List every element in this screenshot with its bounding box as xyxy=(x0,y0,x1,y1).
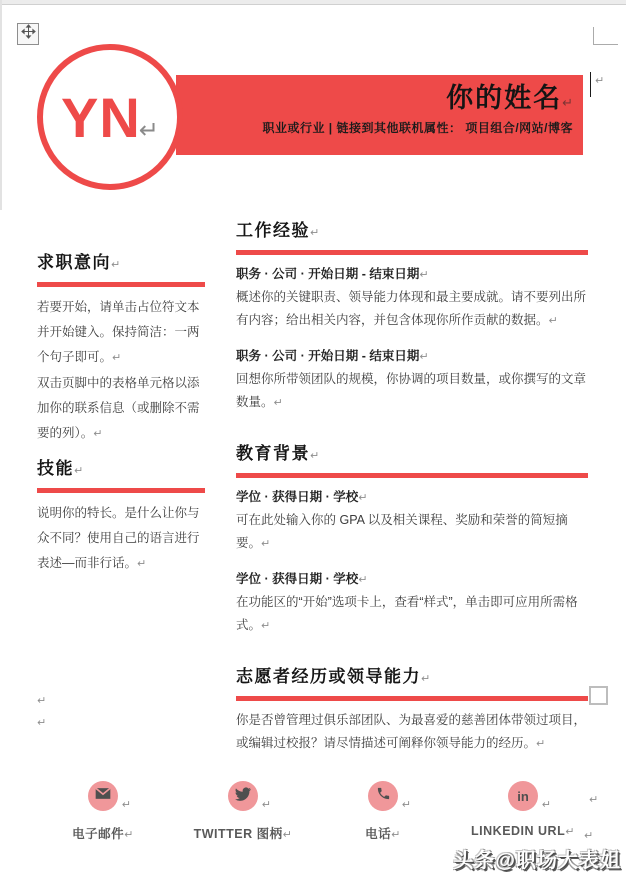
section-heading[interactable] xyxy=(236,218,588,246)
entry-heading[interactable] xyxy=(236,263,588,286)
entry-heading-text: 职务 · 公司 · 开始日期 - 结束日期 xyxy=(236,349,420,363)
paragraph-text: 概述你的关键职责、领导能力体现和最主要成就。请不要列出所有内容；给出相关内容，并包含体现你所作贡献的数据。 xyxy=(236,290,587,327)
placeholder-paragraph[interactable] xyxy=(37,501,205,577)
paragraph-mark-icon: ↵ xyxy=(536,738,546,750)
paragraph-mark-icon: ↵ xyxy=(138,116,159,144)
paragraph-mark-icon: ↵ xyxy=(74,465,85,477)
paragraph-mark-icon: ↵ xyxy=(112,352,122,364)
paragraph-mark-icon: ↵ xyxy=(93,428,103,440)
section-heading-text: 求职意向 xyxy=(37,253,111,272)
contact-phone xyxy=(313,781,453,842)
contact-label-text: TWITTER 图柄 xyxy=(193,827,283,841)
contact-email xyxy=(33,781,173,842)
contact-label[interactable] xyxy=(471,824,575,838)
paragraph-mark-icon: ↵ xyxy=(37,695,47,707)
paragraph-mark-icon: ↵ xyxy=(548,315,558,327)
section-divider xyxy=(236,250,588,255)
twitter-icon xyxy=(235,786,251,807)
monogram-circle[interactable] xyxy=(37,44,183,190)
section-divider xyxy=(236,473,588,478)
contact-label[interactable] xyxy=(365,824,401,842)
entry-heading-text: 学位 · 获得日期 · 学校 xyxy=(236,572,359,586)
paragraph-text: 若要开始，请单击占位符文本并开始键入。保持简洁：一两个句子即可。 xyxy=(37,300,200,364)
contact-label[interactable] xyxy=(194,824,293,842)
section-education xyxy=(236,441,588,638)
phone-icon-circle[interactable] xyxy=(368,781,411,811)
paragraph-text: 可在此处输入你的 GPA 以及相关课程、奖励和荣誉的简短摘要。 xyxy=(236,513,568,550)
paragraph-mark-icon: ↵ xyxy=(111,259,122,271)
paragraph-text: 双击页脚中的表格单元格以添加你的联系信息（或删除不需要的列）。 xyxy=(37,376,200,440)
paragraph-mark-icon: ↵ xyxy=(124,829,134,841)
text-boundary-corner xyxy=(593,27,618,45)
contact-linkedin xyxy=(453,781,593,842)
paragraph-mark-icon: ↵ xyxy=(565,826,575,838)
table-resize-handle[interactable] xyxy=(589,686,608,705)
entry-body[interactable] xyxy=(236,509,588,556)
paragraph-mark-icon: ↵ xyxy=(595,75,605,87)
paragraph-mark-icon: ↵ xyxy=(282,829,293,841)
email-icon xyxy=(95,787,111,805)
section-skills xyxy=(37,456,205,577)
section-volunteer xyxy=(236,664,588,756)
paragraph-text: 你是否曾管理过俱乐部团队、为最喜爱的慈善团体带领过项目，或编辑过校报？请尽情描述可阐释你领导能力的经历。 xyxy=(236,713,587,750)
contact-label-text: LINKEDIN URL xyxy=(471,824,566,838)
right-column xyxy=(236,218,588,756)
section-heading[interactable] xyxy=(236,664,588,692)
paragraph-mark-icon: ↵ xyxy=(137,558,147,570)
section-heading-text: 教育背景 xyxy=(236,444,310,463)
email-icon-circle[interactable] xyxy=(88,781,131,811)
linkedin-icon-circle[interactable] xyxy=(508,781,551,811)
entry-heading-text: 职务 · 公司 · 开始日期 - 结束日期 xyxy=(236,267,420,281)
paragraph-mark-icon: ↵ xyxy=(401,799,411,811)
name-banner[interactable] xyxy=(176,75,583,155)
entry-body[interactable] xyxy=(236,368,588,415)
paragraph-mark-icon: ↵ xyxy=(358,574,368,586)
left-column xyxy=(37,250,205,577)
paragraph-mark-icon: ↵ xyxy=(421,673,432,685)
paragraph-mark-icon: ↵ xyxy=(261,620,271,632)
entry-heading[interactable] xyxy=(236,345,588,368)
linkedin-icon: in xyxy=(517,788,529,804)
paragraph-mark-icon: ↵ xyxy=(419,351,429,363)
placeholder-paragraph[interactable] xyxy=(37,295,205,371)
paragraph-mark-icon: ↵ xyxy=(37,717,47,729)
page-title[interactable]: 你的姓名 xyxy=(446,83,563,113)
contact-twitter xyxy=(173,781,313,842)
entry-body[interactable] xyxy=(236,591,588,638)
entry-heading-text: 学位 · 获得日期 · 学校 xyxy=(236,490,359,504)
section-heading-text: 技能 xyxy=(37,459,74,478)
paragraph-mark-icon: ↵ xyxy=(562,95,573,110)
window-left-edge xyxy=(0,0,2,210)
paragraph-mark-icon: ↵ xyxy=(261,538,271,550)
contact-footer xyxy=(33,781,593,842)
paragraph-text: 回想你所带领团队的规模，你协调的项目数量，或你撰写的文章数量。 xyxy=(236,372,587,409)
contact-label-text: 电子邮件 xyxy=(72,827,125,841)
window-top-edge xyxy=(0,0,626,5)
table-move-handle[interactable] xyxy=(17,23,39,45)
section-work-experience xyxy=(236,218,588,415)
monogram-initials: YN xyxy=(61,85,141,149)
paragraph-mark-icon: ↵ xyxy=(589,794,599,806)
paragraph-mark-icon: ↵ xyxy=(358,492,368,504)
section-divider xyxy=(37,488,205,493)
paragraph-mark-icon: ↵ xyxy=(391,829,401,841)
paragraph-mark-icon: ↵ xyxy=(541,799,551,811)
section-divider xyxy=(236,696,588,701)
entry-body[interactable] xyxy=(236,709,588,756)
section-divider xyxy=(37,282,205,287)
paragraph-mark-icon: ↵ xyxy=(310,450,321,462)
toutiao-watermark: 头条@职场大表姐 xyxy=(453,850,621,872)
contact-label[interactable] xyxy=(72,824,134,842)
paragraph-text: 在功能区的“开始”选项卡上，查看“样式”，单击即可应用所需格式。 xyxy=(236,595,578,632)
paragraph-mark-icon: ↵ xyxy=(273,397,283,409)
entry-body[interactable] xyxy=(236,286,588,333)
entry-heading[interactable] xyxy=(236,568,588,591)
education-entry xyxy=(236,568,588,638)
section-heading[interactable] xyxy=(236,441,588,469)
paragraph-mark-icon: ↵ xyxy=(121,799,131,811)
move-icon xyxy=(21,24,36,44)
section-heading-text: 工作经验 xyxy=(236,221,310,240)
twitter-icon-circle[interactable] xyxy=(228,781,271,811)
section-heading[interactable] xyxy=(37,456,205,484)
volunteer-entry xyxy=(236,709,588,756)
name-row xyxy=(176,82,573,114)
section-objective xyxy=(37,250,205,447)
section-heading[interactable] xyxy=(37,250,205,278)
tagline-text[interactable]: 职业或行业 | 链接到其他联机属性： 项目组合/网站/博客 xyxy=(262,121,573,135)
experience-entry xyxy=(236,263,588,333)
paragraph-text: 说明你的特长。是什么让你与众不同？使用自己的语言进行表述—而非行话。 xyxy=(37,506,200,570)
paragraph-mark-icon: ↵ xyxy=(419,269,429,281)
paragraph-mark-icon: ↵ xyxy=(310,227,321,239)
experience-entry xyxy=(236,345,588,415)
phone-icon xyxy=(376,786,391,806)
entry-heading[interactable] xyxy=(236,486,588,509)
placeholder-paragraph[interactable] xyxy=(37,371,205,447)
contact-label-text: 电话 xyxy=(365,827,392,841)
education-entry xyxy=(236,486,588,556)
section-heading-text: 志愿者经历或领导能力 xyxy=(236,667,421,686)
paragraph-mark-icon: ↵ xyxy=(584,830,594,842)
paragraph-mark-icon: ↵ xyxy=(261,799,271,811)
text-cursor xyxy=(590,72,591,97)
